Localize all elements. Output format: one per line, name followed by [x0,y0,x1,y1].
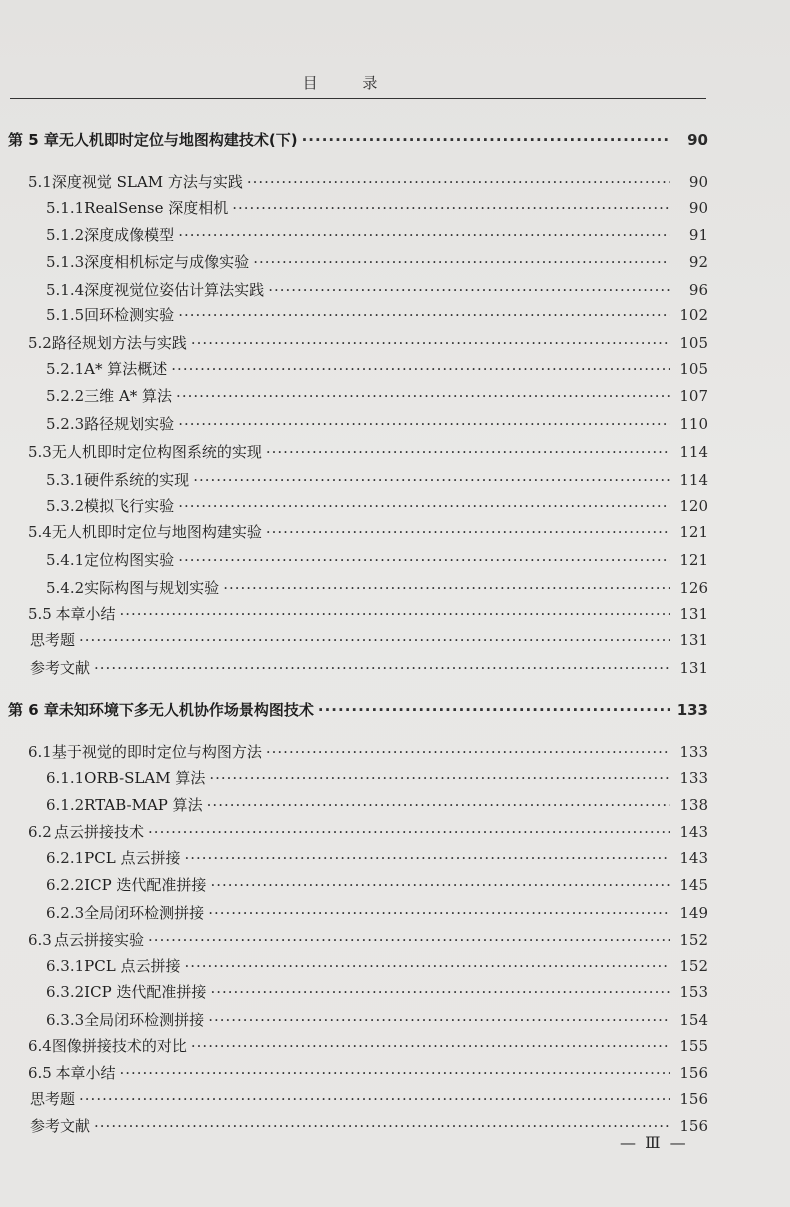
toc-entry-title: 深度相机标定与成像实验 [84,253,250,271]
dot-leader [178,305,670,325]
toc-entry-number: 5.1.1 [46,199,85,217]
toc-entry-number: 6.5 [28,1064,52,1082]
toc-entry-page-number: 105 [679,334,708,352]
toc-entry-section [28,1036,708,1056]
toc-entry-number: 5.2.2 [46,387,85,405]
toc-entry-page-number: 152 [679,931,708,949]
toc-entry-plain [30,1116,708,1136]
toc-entry-page-number: 114 [679,471,708,489]
toc-entry-subsection [46,252,708,272]
toc-entry-title: 深度视觉 SLAM 方法与实践 [51,173,243,191]
toc-entry-title: 模拟飞行实验 [84,497,175,515]
dot-leader [178,225,670,245]
toc-entry-number: 5.3 [28,443,52,461]
toc-entry-page-number: 156 [679,1090,708,1108]
toc-entry-page-number: 156 [679,1117,708,1135]
dot-leader [318,700,670,720]
toc-entry-title: ICP 迭代配准拼接 [84,983,207,1001]
toc-entry-page-number: 155 [679,1037,708,1055]
toc-entry-section [28,333,708,353]
toc-entry-subsection [46,795,708,815]
dot-leader [176,386,670,406]
toc-entry-title: 基于视觉的即时定位与构图方法 [51,743,262,761]
toc-entry-subsection [46,982,708,1002]
toc-entry-number: 5.4.2 [46,579,85,597]
dot-leader [148,930,670,950]
toc-entry-number: 6.2.3 [46,904,85,922]
toc-entry-subsection [46,956,708,976]
toc-entry-plain [30,1089,708,1109]
dot-leader [184,848,670,868]
dot-leader [119,604,670,624]
toc-entry-subsection [46,848,708,868]
toc-entry-title: 参考文献 [30,659,91,677]
toc-entry-title: ICP 迭代配准拼接 [84,876,207,894]
dot-leader [268,280,670,300]
toc-entry-number: 6.1 [28,743,52,761]
toc-entry-subsection [46,768,708,788]
toc-entry-title: 深度视觉位姿估计算法实践 [84,281,265,299]
toc-entry-number: 5.1 [28,173,52,191]
toc-entry-number: 6.1.1 [46,769,85,787]
toc-entry-page-number: 133 [679,743,708,761]
dot-leader [178,496,670,516]
toc-entry-title: 实际构图与规划实验 [84,579,220,597]
page-folio: — Ⅲ — [620,1133,688,1152]
toc-entry-page-number: 156 [679,1064,708,1082]
toc-entry-subsection [46,875,708,895]
dot-leader [210,875,670,895]
dot-leader [232,198,670,218]
toc-entry-number: 6.4 [28,1037,52,1055]
toc-entry-number: 5.1.5 [46,306,85,324]
dot-leader [178,550,670,570]
toc-entry-section [28,1063,708,1083]
dot-leader [302,130,670,150]
dot-leader [191,333,670,353]
toc-entry-section [28,522,708,542]
toc-entry-subsection [46,414,708,434]
toc-entry-subsection [46,578,708,598]
toc-entry-page-number: 149 [679,904,708,922]
toc-entry-subsection [46,198,708,218]
dot-leader [148,822,670,842]
toc-entry-title: A* 算法概述 [84,360,168,378]
toc-entry-page-number: 92 [688,253,708,271]
toc-entry-page-number: 143 [679,849,708,867]
toc-entry-page-number: 145 [679,876,708,894]
toc-entry-number: 5.2 [28,334,52,352]
toc-entry-page-number: 131 [679,605,708,623]
toc-entry-title: 点云拼接实验 [54,931,145,949]
toc-entry-page-number: 126 [679,579,708,597]
dot-leader [79,1089,670,1109]
toc-entry-title: RTAB-MAP 算法 [84,796,203,814]
dot-leader [208,903,670,923]
toc-entry-subsection [46,496,708,516]
toc-entry-page-number: 102 [679,306,708,324]
toc-entry-number: 5.2.3 [46,415,85,433]
toc-entry-title: 三维 A* 算法 [84,387,173,405]
dot-leader [94,658,670,678]
dot-leader [79,630,670,650]
toc-entry-title: 全局闭环检测拼接 [84,904,205,922]
toc-entry-section [28,742,708,762]
dot-leader [193,470,670,490]
toc-entry-page-number: 90 [688,173,708,191]
toc-entry-page-number: 152 [679,957,708,975]
toc-entry-number: 5.1.2 [46,226,85,244]
toc-entry-number: 5.3.2 [46,497,85,515]
toc-entry-title: 全局闭环检测拼接 [84,1011,205,1029]
dot-leader [184,956,670,976]
toc-entry-page-number: 114 [679,443,708,461]
toc-entry-page-number: 121 [679,523,708,541]
toc-entry-title: 本章小结 [55,1064,116,1082]
toc-entry-title: 本章小结 [55,605,116,623]
dot-leader [171,359,670,379]
toc-entry-number: 6.3.2 [46,983,85,1001]
toc-entry-number: 5.3.1 [46,471,85,489]
toc-entry-section [28,930,708,950]
dot-leader [210,982,670,1002]
toc-entry-page-number: 107 [679,387,708,405]
toc-entry-chapter [8,700,708,720]
toc-entry-subsection [46,903,708,923]
toc-entry-subsection [46,1010,708,1030]
dot-leader [266,522,670,542]
toc-entry-plain [30,658,708,678]
toc-entry-title: 回环检测实验 [84,306,175,324]
toc-entry-subsection [46,386,708,406]
toc-entry-page-number: 105 [679,360,708,378]
dot-leader [208,1010,670,1030]
toc-entry-section [28,172,708,192]
toc-entry-title: 参考文献 [30,1117,91,1135]
toc-entry-title: 思考题 [30,631,76,649]
toc-entry-page-number: 133 [676,701,708,719]
toc-entry-subsection [46,305,708,325]
toc-entry-page-number: 120 [679,497,708,515]
toc-entry-page-number: 91 [688,226,708,244]
toc-entry-title: 无人机即时定位与地图构建技术(下) [58,131,298,149]
toc-entry-number: 6.2.2 [46,876,85,894]
toc-entry-page-number: 131 [679,659,708,677]
toc-entry-chapter [8,130,708,150]
running-head: 目 录 [302,74,398,92]
toc-entry-subsection [46,550,708,570]
toc-entry-section [28,822,708,842]
toc-entry-page-number: 90 [687,131,708,149]
toc-entry-page-number: 143 [679,823,708,841]
dot-leader [266,742,670,762]
toc-entry-number: 5.1.4 [46,281,85,299]
toc-entry-title: PCL 点云拼接 [84,849,181,867]
toc-entry-title: PCL 点云拼接 [84,957,181,975]
toc-entry-number: 6.2 [28,823,52,841]
toc-entry-title: ORB-SLAM 算法 [84,769,206,787]
toc-entry-title: 无人机即时定位与地图构建实验 [51,523,262,541]
toc-entry-title: 定位构图实验 [84,551,175,569]
toc-entry-number: 5.4.1 [46,551,85,569]
toc-entry-number: 5.2.1 [46,360,85,378]
toc-entry-title: 无人机即时定位构图系统的实现 [51,443,262,461]
toc-entry-title: 路径规划实验 [84,415,175,433]
toc-entry-page-number: 153 [679,983,708,1001]
toc-entry-title: 深度成像模型 [84,226,175,244]
toc-entry-number: 6.1.2 [46,796,85,814]
toc-entry-number: 5.5 [28,605,52,623]
dot-leader [191,1036,670,1056]
toc-entry-number: 6.3.1 [46,957,85,975]
toc-entry-number: 5.1.3 [46,253,85,271]
toc-entry-number: 5.4 [28,523,52,541]
toc-entry-title: 思考题 [30,1090,76,1108]
toc-entry-title: 图像拼接技术的对比 [51,1037,187,1055]
header-rule [10,98,706,99]
dot-leader [266,442,670,462]
toc-entry-title: 硬件系统的实现 [84,471,190,489]
toc-entry-page-number: 96 [688,281,708,299]
toc-entry-subsection [46,470,708,490]
toc-entry-number: 第 6 章 [8,701,59,719]
toc-entry-section [28,442,708,462]
toc-entry-subsection [46,280,708,300]
dot-leader [247,172,670,192]
toc-entry-number: 6.3.3 [46,1011,85,1029]
toc-entry-title: 路径规划方法与实践 [51,334,187,352]
toc-entry-number: 第 5 章 [8,131,59,149]
toc-entry-number: 6.3 [28,931,52,949]
dot-leader [178,414,670,434]
toc-entry-page-number: 138 [679,796,708,814]
toc-entry-subsection [46,225,708,245]
dot-leader [207,795,670,815]
toc-entry-page-number: 110 [679,415,708,433]
toc-entry-plain [30,630,708,650]
toc-entry-page-number: 154 [679,1011,708,1029]
toc-entry-title: 未知环境下多无人机协作场景构图技术 [58,701,314,719]
toc-entry-page-number: 90 [688,199,708,217]
toc-entry-section [28,604,708,624]
toc-entry-page-number: 133 [679,769,708,787]
dot-leader [94,1116,670,1136]
dot-leader [253,252,670,272]
dot-leader [209,768,670,788]
toc-entry-title: 点云拼接技术 [54,823,145,841]
toc-entry-page-number: 121 [679,551,708,569]
toc-entry-page-number: 131 [679,631,708,649]
dot-leader [119,1063,670,1083]
toc-entry-subsection [46,359,708,379]
toc-entry-number: 6.2.1 [46,849,85,867]
toc-entry-title: RealSense 深度相机 [84,199,229,217]
dot-leader [223,578,670,598]
